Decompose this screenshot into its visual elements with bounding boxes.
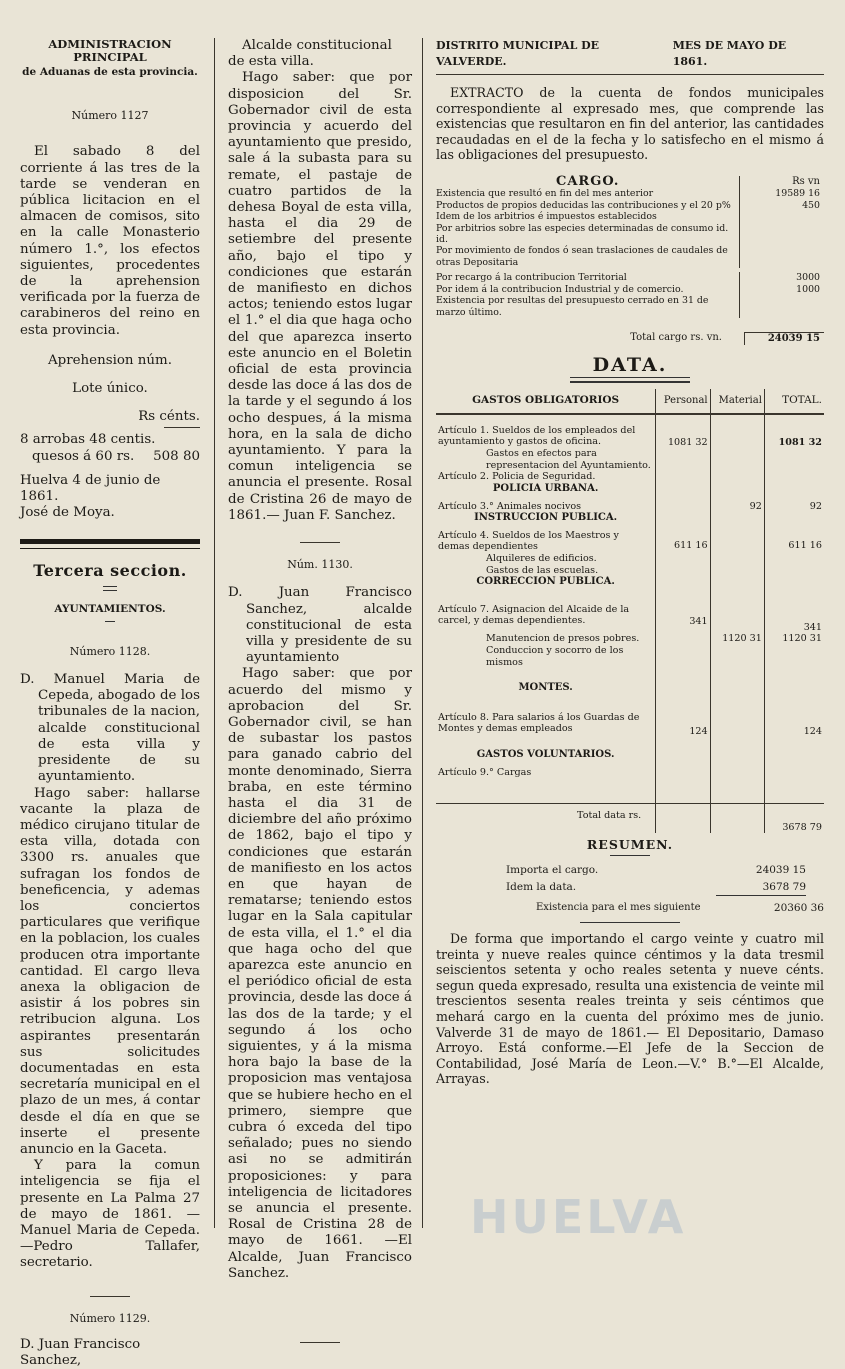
- article-1-personal: 1081 32: [656, 414, 710, 449]
- cargo-row-desc: Existencia que resultó en fin del mes anterior: [436, 188, 654, 200]
- article-8: Artículo 8. Para salarios á los Guardas de Montes y demas empleados: [438, 711, 640, 735]
- cargo-row: [436, 223, 824, 246]
- month-title: MES DE MAYO DE 1861.: [672, 39, 787, 69]
- data-table: [436, 389, 824, 833]
- article-7-a: Artículo 7. Asignacion del Alcaide de la carcel, y demas dependientes.: [438, 603, 630, 627]
- article-4-a: Artículo 4. Sueldos de los Maestros y demas dependientes: [438, 529, 619, 553]
- account-header: [436, 38, 824, 75]
- group-montes: MONTES.: [518, 682, 573, 694]
- resumen-cargo-label: Importa el cargo.: [506, 864, 599, 877]
- notice-number-1129: Número 1129.: [69, 1311, 151, 1325]
- item-value: 508 80: [153, 448, 200, 464]
- cargo-row-value: [739, 295, 824, 318]
- cargo-row-value: 450: [739, 200, 824, 211]
- cargo-row: [436, 211, 824, 222]
- resumen-existencia-value: 20360 36: [773, 901, 824, 914]
- resumen-title: RESUMEN.: [586, 837, 674, 853]
- resumen-data-value: 3678 79: [716, 879, 806, 896]
- cargo-row-value: [739, 223, 824, 246]
- group-instruccion: INSTRUCCION PUBLICA.: [474, 512, 618, 524]
- small-rule: [105, 621, 115, 622]
- article-8-personal: 124: [656, 694, 710, 738]
- header-personal: Personal: [656, 389, 710, 414]
- cargo-row-desc: Productos de propios deducidas las contribuciones y el 20 p%: [436, 199, 731, 211]
- extract-text: EXTRACTO de la cuenta de fondos municipales correspondiente al expresado mes, que comprende las existencias que resultaron en fin del anterior, las cantidades recaudadas en el de la fecha y lo satisfecho en el mismo á las obligaciones del presupuesto.: [436, 85, 824, 163]
- cargo-row-value: [739, 245, 824, 268]
- article-1-b: Gastos en efectos para representacion del Ayuntamiento.: [486, 448, 651, 471]
- admin-title: ADMINISTRACION PRINCIPAL: [48, 37, 172, 64]
- notice-1128-intro: D. Manuel Maria de Cepeda, abogado de los tribunales de la nacion, alcalde constitucional de esta villa y presidente de su ayuntamiento.: [20, 672, 200, 785]
- column-1: [20, 38, 200, 1369]
- lote-label: Lote único.: [72, 381, 148, 397]
- group-correccion: CORRECCION PUBLICA.: [476, 576, 615, 588]
- section-title: Tercera seccion.: [33, 561, 187, 581]
- notice-1127-text: El sabado 8 del corriente á las tres de la tarde se venderan en pública licitacion en el almacen de comisos, sito en la calle Monasterio número 1.°, los efectos siguientes, procedentes de la aprehension verificada por la fuerza de carabineros del reino en esta provincia.: [20, 144, 200, 338]
- data-title: DATA.: [592, 353, 668, 376]
- article-7-c: Conduccion y socorro de los mismos: [486, 645, 624, 668]
- article-1-total: 1081 32: [764, 414, 824, 449]
- admin-subtitle: de Aduanas de esta provincia.: [22, 66, 198, 78]
- cargo-row: [436, 295, 824, 318]
- section-rule-thick: [20, 539, 200, 544]
- article-3-total: 92: [764, 495, 824, 513]
- notice-number-1130: Núm. 1130.: [287, 558, 353, 572]
- rs-cents-header: Rs cénts.: [138, 409, 200, 425]
- article-4-c: Gastos de las escuelas.: [486, 564, 599, 576]
- article-2: Artículo 2. Policia de Seguridad.: [438, 471, 596, 483]
- item-line-1: 8 arrobas 48 centis.: [20, 432, 156, 448]
- cargo-unit: Rs vn: [739, 176, 824, 188]
- article-3: Artículo 3.° Animales nocivos: [438, 500, 582, 512]
- divider-rule: [90, 1296, 130, 1297]
- ayuntamientos-heading: AYUNTAMIENTOS.: [54, 602, 166, 615]
- cargo-row-value: 19589 16: [739, 188, 824, 199]
- header-gastos: GASTOS OBLIGATORIOS: [472, 394, 620, 407]
- ornament-rule: [103, 586, 117, 591]
- article-4-total: 611 16: [764, 524, 824, 553]
- cargo-row-desc: Por idem á la contribucion Industrial y de comercio.: [436, 283, 684, 295]
- article-7-total-2: 1120 31: [764, 633, 824, 645]
- cargo-title: CARGO.: [555, 174, 620, 190]
- notice-1130-text: Hago saber: que por acuerdo del mismo y aprobacion del Sr. Gobernador civil, se han de subastar los pastos para ganado cabrio del monte denominado, Sierra braba, en este término hasta el dia 31 de diciembre del año próximo de 1862, bajo el tipo y condiciones que estarán de manifiesto en los actos en que hayan de rematarse; teniendo estos lugar en la Sala capitular de esta villa, el 1.° el dia que haga ocho del que aparezca este anuncio en el periódico oficial de esta provincia, desde las doce á las dos de la tarde; y el segundo á los ocho siguientes, y á la misma hora bajo la base de la proposicion mas ventajosa que se hubiere hecho en el primero, siempre que cubra ó exceda del tipo señalado; pues no siendo asi no se admitirán proposiciones: y para inteligencia de licitadores se anuncia el presente. Rosal de Cristina 28 de mayo de 1661. —El Alcalde, Juan Francisco Sanchez.: [228, 666, 412, 1281]
- notice-1128-close: Y para la comun inteligencia se fija el presente en La Palma 27 de mayo de 1861. —Manuel Maria de Cepeda.—Pedro Tallafer, secretario.: [20, 1158, 200, 1271]
- group-policia: POLICIA URBANA.: [492, 483, 599, 495]
- section-rule-thin: [20, 548, 200, 549]
- resumen-existencia-label: Existencia para el mes siguiente: [536, 901, 701, 913]
- article-3-material: 92: [710, 495, 764, 513]
- cargo-row: [436, 188, 824, 199]
- signed-place-date: Huelva 4 de junio de 1861.: [20, 472, 161, 505]
- article-7-total-1: 341: [764, 588, 824, 634]
- column-divider-1: [214, 38, 215, 1228]
- cargo-table: [436, 176, 824, 344]
- huelva-watermark: HUELVA: [470, 1190, 687, 1244]
- signed-name: José de Moya.: [20, 505, 115, 521]
- article-9: Artículo 9.° Cargas: [438, 766, 532, 778]
- cargo-row-desc: Por recargo á la contribucion Territorial: [436, 272, 627, 284]
- article-7-personal: 341: [656, 588, 710, 634]
- cargo-row: [436, 272, 824, 283]
- cargo-row-value: 3000: [739, 272, 824, 283]
- resumen-rule: [610, 855, 650, 856]
- data-ornament: [570, 377, 690, 383]
- article-4-personal: 611 16: [656, 524, 710, 553]
- column-divider-2: [422, 38, 423, 1228]
- header-total: TOTAL.: [764, 389, 824, 414]
- value-rule: [164, 427, 200, 428]
- cargo-row-desc: Idem de los arbitrios é impuestos establecidos: [436, 211, 657, 223]
- closing-text: De forma que importando el cargo veinte y cuatro mil treinta y nueve reales quince céntimos y la data tresmil seiscientos setenta y ocho reales setenta y nueve cénts. segun queda expresado, resulta una existencia de veinte mil trescientos sesenta reales treinta y seis céntimos que mehará cargo en la cuenta del próximo mes de junio. Valverde 31 de mayo de 1861.— El Depositario, Damaso Arroyo. Está conforme.—El Jefe de la Seccion de Contabilidad, José María de Leon.—V.° B.°—El Alcalde, Arrayas.: [436, 930, 824, 1087]
- notice-1130-intro: D. Juan Francisco Sanchez, alcalde constitucional de esta villa y presidente de su ayuntamiento: [228, 585, 412, 666]
- resumen-data-label: Idem la data.: [506, 880, 577, 893]
- notice-1128-text: Hago saber: hallarse vacante la plaza de médico cirujano titular de esta villa, dotada con 3300 rs. anuales que sufragan los fondos de beneficencia, y ademas los conciertos particulares que verifique en la poblacion, los cuales producen otra importante cantidad. El cargo lleva anexa la obligacion de asistir á los pobres sin retribucion alguna. Los aspirantes presentarán sus solicitudes documentadas en esta secretaría municipal en el plazo de un mes, á contar desde el día en que se inserte el presente anuncio en la Gaceta.: [20, 785, 200, 1157]
- article-1-a: Artículo 1. Sueldos de los empleados del ayuntamiento y gastos de oficina.: [438, 424, 636, 448]
- article-7-b: Manutencion de presos pobres.: [486, 633, 640, 645]
- notice-number-1128: Número 1128.: [69, 644, 151, 658]
- data-total-label: Total data rs.: [577, 809, 642, 821]
- cargo-row-desc: Existencia por resultas del presupuesto cerrado en 31 de marzo último.: [436, 295, 709, 318]
- cargo-row-value: [739, 211, 824, 222]
- closing-rule: [580, 922, 680, 923]
- divider-rule: [300, 542, 340, 543]
- data-total-value: 3678 79: [764, 803, 824, 833]
- cargo-total-label: Total cargo rs. vn.: [630, 331, 722, 343]
- cargo-row: [436, 245, 824, 268]
- notice-1129-intro: D. Juan Francisco Sanchez,: [20, 1336, 141, 1368]
- cargo-row-value: 1000: [739, 284, 824, 295]
- notice-1129-cont: Alcalde constitucional de esta villa.: [228, 38, 392, 70]
- cargo-row: [436, 284, 824, 295]
- district-title: DISTRITO MUNICIPAL DE VALVERDE.: [436, 39, 600, 69]
- group-voluntarios: GASTOS VOLUNTARIOS.: [476, 749, 615, 761]
- cargo-row: [436, 200, 824, 211]
- item-line-2: quesos á 60 rs.: [32, 448, 135, 464]
- resumen-cargo-value: 24039 15: [755, 864, 806, 877]
- cargo-total-value: 24039 15: [744, 332, 824, 345]
- notice-1129-text: Hago saber: que por disposicion del Sr. Gobernador civil de esta provincia y acuerdo del ayuntamiento que presido, sale á la subasta para su remate, el pastaje de cuatro partidos de la dehesa Boyal de esta villa, hasta el dia 29 de setiembre del presente año, bajo el tipo y condiciones que estarán de manifiesto en dichos actos; teniendo estos lugar el 1.° el dia que haga ocho del que aparezca inserto este anuncio en el Boletin oficial de esta provincia desde las doce á las dos de la tarde y el segundo á los ocho despues, á la misma hora, en la sala de dicho ayuntamiento. Y para la comun inteligencia se anuncia el presente. Rosal de Cristina 26 de mayo de 1861.— Juan F. Sanchez.: [228, 70, 412, 523]
- article-8-total: 124: [764, 694, 824, 738]
- cargo-row-desc: Por arbitrios sobre las especies determinadas de consumo id. id.: [436, 222, 729, 246]
- divider-rule: [300, 1342, 340, 1343]
- header-material: Material: [710, 389, 764, 414]
- column-3: [436, 38, 824, 1087]
- cargo-row-desc: Por movimiento de fondos ó sean traslaciones de caudales de otras Depositaria: [436, 245, 728, 268]
- notice-number-1127: Número 1127: [71, 109, 149, 123]
- article-7-material: 1120 31: [710, 633, 764, 645]
- column-2: [228, 38, 412, 1355]
- aprehension-label: Aprehension núm.: [47, 352, 173, 368]
- article-4-b: Alquileres de edificios.: [486, 553, 597, 565]
